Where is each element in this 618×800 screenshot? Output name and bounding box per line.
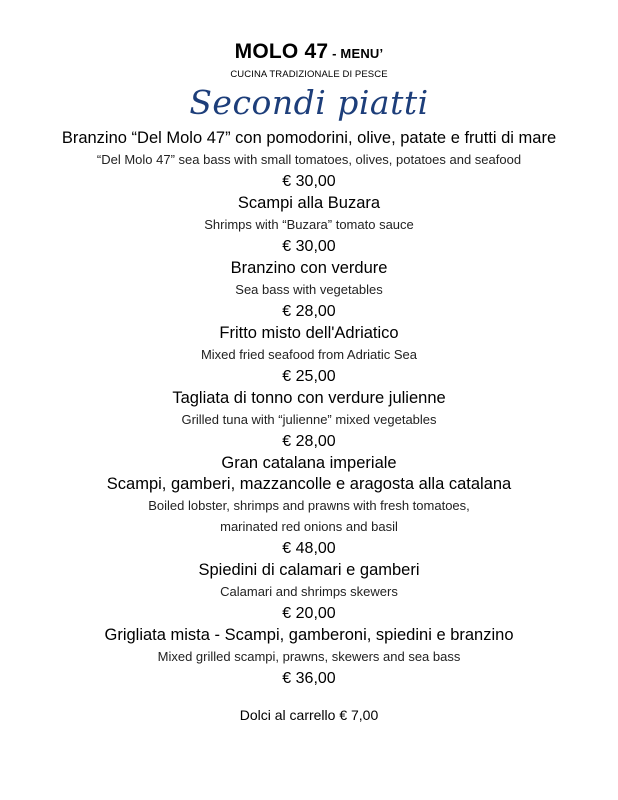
dish-description: Boiled lobster, shrimps and prawns with fresh tomatoes,	[148, 498, 470, 513]
dish-item	[0, 388, 618, 453]
brand-suffix: - MENU’	[328, 46, 384, 61]
menu-header	[0, 40, 618, 82]
dish-item	[0, 193, 618, 258]
dish-name: Scampi alla Buzara	[237, 194, 381, 212]
dish-item	[0, 323, 618, 388]
dish-description: marinated red onions and basil	[220, 519, 398, 534]
dish-price: € 25,00	[282, 368, 336, 385]
brand-name: MOLO 47	[234, 40, 329, 63]
section-title: Secondi piatti	[189, 83, 429, 122]
dish-description: Mixed grilled scampi, prawns, skewers and sea bass	[157, 649, 461, 664]
dish-description: Calamari and shrimps skewers	[220, 584, 398, 599]
dish-description: Sea bass with vegetables	[235, 282, 383, 297]
dish-price: € 30,00	[282, 238, 336, 255]
dish-price: € 20,00	[282, 605, 336, 622]
restaurant-subtitle: CUCINA TRADIZIONALE DI PESCE	[230, 69, 388, 80]
desserts-note: Dolci al carrello € 7,00	[239, 707, 379, 723]
dish-name: Scampi, gamberi, mazzancolle e aragosta alla catalana	[106, 475, 512, 493]
dish-name: Branzino “Del Molo 47” con pomodorini, olive, patate e frutti di mare	[61, 129, 557, 147]
restaurant-name	[0, 40, 618, 66]
dish-description: Grilled tuna with “julienne” mixed vegetables	[181, 412, 437, 427]
dish-description: “Del Molo 47” sea bass with small tomatoes, olives, potatoes and seafood	[96, 152, 522, 167]
dish-name: Branzino con verdure	[230, 259, 388, 277]
dish-name: Fritto misto dell'Adriatico	[219, 324, 399, 342]
dish-name: Gran catalana imperiale	[221, 454, 397, 472]
dish-item	[0, 560, 618, 625]
dish-name: Grigliata mista - Scampi, gamberoni, spiedini e branzino	[104, 626, 514, 644]
dish-price: € 28,00	[282, 303, 336, 320]
dish-description: Mixed fried seafood from Adriatic Sea	[200, 347, 418, 362]
dish-item	[0, 258, 618, 323]
dish-price: € 36,00	[282, 670, 336, 687]
dish-price: € 28,00	[282, 433, 336, 450]
dish-item	[0, 625, 618, 690]
dish-item	[0, 453, 618, 560]
dish-price: € 30,00	[282, 173, 336, 190]
dish-list	[0, 128, 618, 690]
dish-item	[0, 128, 618, 193]
dish-name: Spiedini di calamari e gamberi	[198, 561, 420, 579]
dish-price: € 48,00	[282, 540, 336, 557]
dish-description: Shrimps with “Buzara” tomato sauce	[204, 217, 414, 232]
dish-name: Tagliata di tonno con verdure julienne	[172, 389, 446, 407]
